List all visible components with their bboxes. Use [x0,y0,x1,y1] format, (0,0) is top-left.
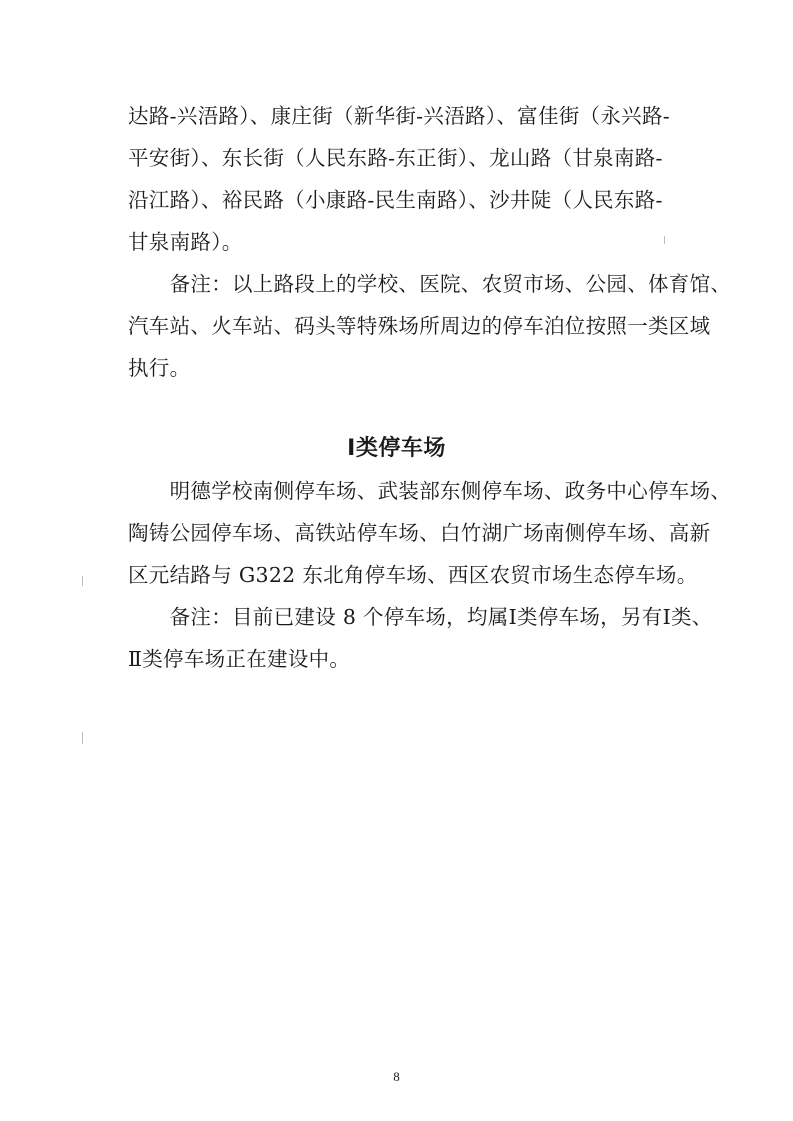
paragraph-line: 备注：以上路段上的学校、医院、农贸市场、公园、体育馆、 [128,272,732,296]
paragraph-line: 沿江路）、裕民路（小康路-民生南路）、沙井陡（人民东路- [128,188,663,212]
paragraph-line: 执行。 [128,356,191,380]
paragraph-line: 明德学校南侧停车场、武装部东侧停车场、政务中心停车场、 [128,479,732,503]
paragraph-line: 汽车站、火车站、码头等特殊场所周边的停车泊位按照一类区域 [128,314,711,338]
paragraph-line: 陶铸公园停车场、高铁站停车场、白竹湖广场南侧停车场、高新 [128,521,711,545]
paragraph-line: 甘泉南路）。 [128,230,243,254]
paragraph-line: Ⅱ类停车场正在建设中。 [128,647,351,671]
section-heading: Ⅰ类停车场 [347,436,446,461]
page-number: 8 [393,1069,400,1084]
paragraph-line: 备注：目前已建设 8 个停车场，均属Ⅰ类停车场，另有Ⅰ类、 [128,605,713,629]
scan-artifact [82,576,83,586]
paragraph-line: 区元结路与 G322 东北角停车场、西区农贸市场生态停车场。 [128,563,698,587]
paragraph-line: 达路-兴浯路）、康庄街（新华街-兴浯路）、富佳街（永兴路- [128,104,670,128]
paragraph-line: 平安街）、东长街（人民东路-东正街）、龙山路（甘泉南路- [128,146,663,170]
scan-artifact [664,236,665,244]
scan-artifact [82,732,83,744]
